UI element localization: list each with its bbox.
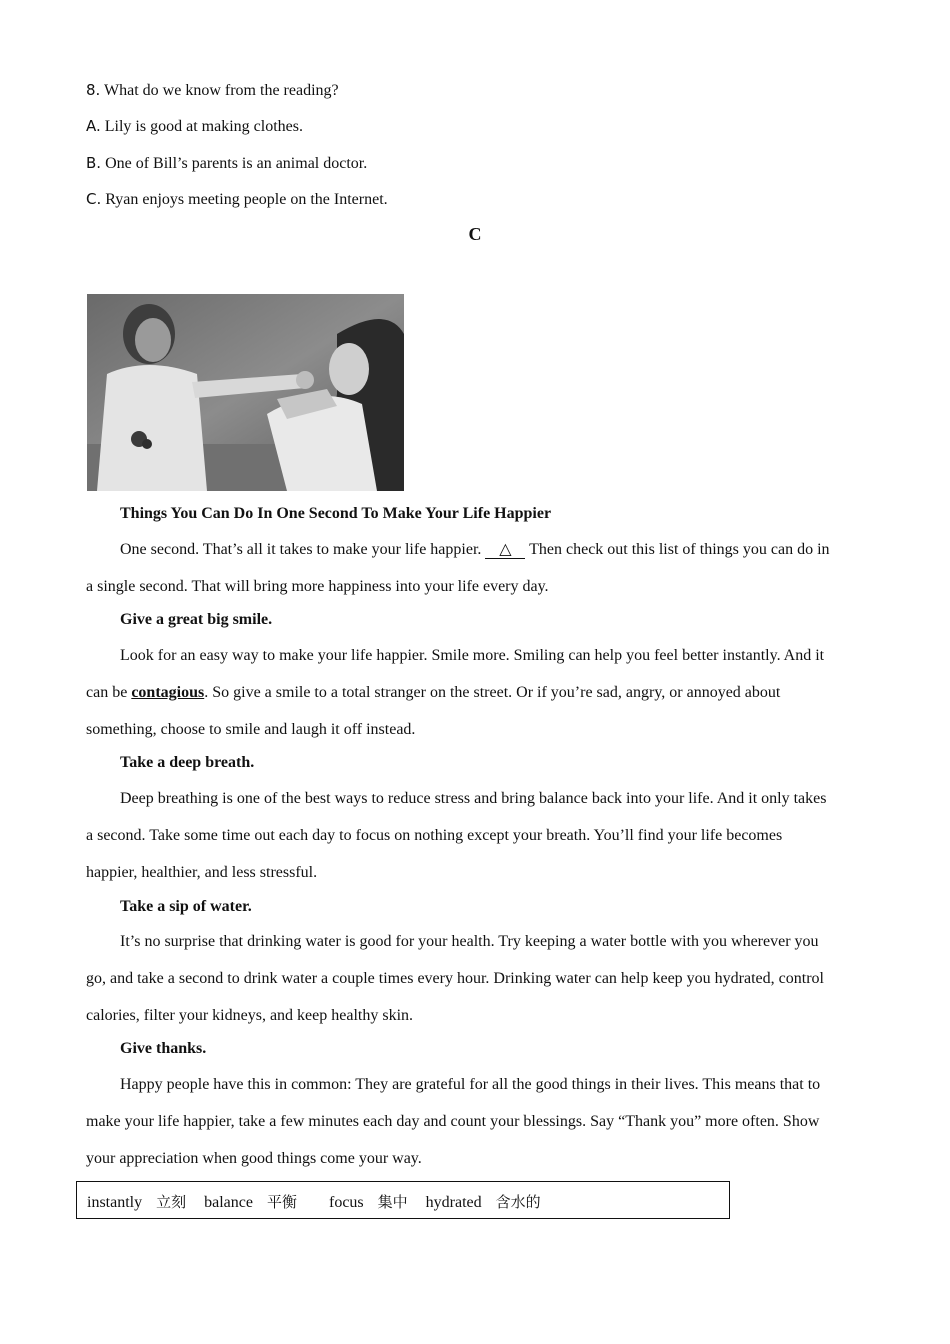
- tip-line: your appreciation when good things come your way.: [86, 1150, 422, 1167]
- intro-text-b: Then check out this list of things you can do in: [529, 541, 830, 558]
- option-label: B.: [86, 154, 102, 172]
- intro-text-a: One second. That’s all it takes to make your life happier.: [120, 541, 482, 558]
- tip-line: a second. Take some time out each day to focus on nothing except your breath. You’ll find your life becomes: [86, 827, 783, 844]
- vocab-word: balance: [204, 1194, 253, 1211]
- section-letter: C: [468, 224, 482, 244]
- vocabulary-row: [87, 1191, 541, 1212]
- tip-line: Happy people have this in common: They are grateful for all the good things in their lives. This means that to: [120, 1076, 821, 1093]
- vocab-word: instantly: [87, 1194, 143, 1211]
- vocabulary-box: [76, 1181, 730, 1219]
- option-c: [86, 190, 388, 209]
- option-text: Lily is good at making clothes.: [104, 118, 303, 135]
- vocab-meaning: 平衡: [266, 1193, 297, 1211]
- tip-line: It’s no surprise that drinking water is good for your health. Try keeping a water bottle with you wherever you: [120, 933, 819, 950]
- option-text: Ryan enjoys meeting people on the Internet.: [105, 191, 388, 208]
- tip-paragraph-water: [86, 923, 866, 1034]
- option-a: [86, 117, 303, 136]
- article-title: Things You Can Do In One Second To Make Your Life Happier: [120, 505, 552, 522]
- tip-line: can be: [86, 684, 132, 701]
- photo-boy-pointing-at-woman-icon: [87, 294, 404, 491]
- article-photo: [87, 294, 404, 491]
- question-text: What do we know from the reading?: [104, 82, 339, 99]
- vocab-meaning: 立刻: [156, 1193, 187, 1211]
- intro-paragraph: [86, 531, 866, 605]
- tip-line: Deep breathing is one of the best ways to reduce stress and bring balance back into your life. And it only takes: [120, 790, 827, 807]
- tip-line: happier, healthier, and less stressful.: [86, 864, 318, 881]
- tip-heading-thanks: Give thanks.: [120, 1040, 207, 1057]
- option-label: A.: [86, 117, 101, 135]
- vocab-meaning: 含水的: [495, 1193, 541, 1211]
- tip-line: . So give a smile to a total stranger on the street. Or if you’re sad, angry, or annoyed about: [204, 684, 781, 701]
- tip-line: go, and take a second to drink water a couple times every hour. Drinking water can help keep you hydrated, control: [86, 970, 824, 987]
- intro-text-c: a single second. That will bring more happiness into your life every day.: [86, 578, 549, 595]
- tip-paragraph-breath: [86, 780, 866, 891]
- tip-paragraph-smile: [86, 637, 866, 748]
- option-label: C.: [86, 190, 102, 208]
- vocab-meaning: 集中: [377, 1193, 408, 1211]
- question-8: [86, 81, 339, 100]
- keyword-contagious: contagious: [131, 684, 205, 701]
- tip-heading-water: Take a sip of water.: [120, 898, 252, 915]
- answer-blank: △: [485, 542, 525, 559]
- tip-paragraph-thanks: [86, 1066, 866, 1177]
- vocab-word: focus: [329, 1194, 364, 1211]
- tip-line: Look for an easy way to make your life happier. Smile more. Smiling can help you feel better instantly. And it: [120, 647, 825, 664]
- tip-line: make your life happier, take a few minutes each day and count your blessings. Say “Thank you” more often. Show: [86, 1113, 820, 1130]
- tip-heading-breath: Take a deep breath.: [120, 754, 255, 771]
- tip-heading-smile: Give a great big smile.: [120, 611, 273, 628]
- option-text: One of Bill’s parents is an animal doctor.: [105, 155, 368, 172]
- option-b: [86, 154, 367, 173]
- question-number: 8.: [86, 81, 101, 99]
- tip-line: something, choose to smile and laugh it off instead.: [86, 721, 416, 738]
- vocab-word: hydrated: [425, 1194, 482, 1211]
- tip-line: calories, filter your kidneys, and keep healthy skin.: [86, 1007, 414, 1024]
